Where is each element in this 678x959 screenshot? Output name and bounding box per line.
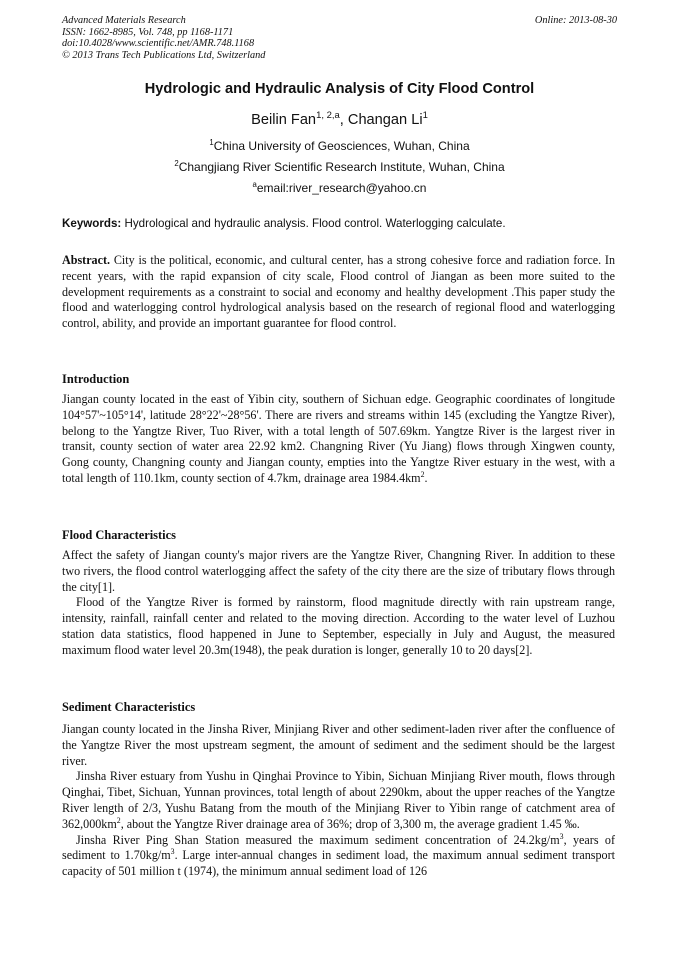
online-date: Online: 2013-08-30 <box>534 15 617 26</box>
paragraph-text: , about the Yangtze River drainage area of 36%; drop of 3,300 m, the average gradient 1.45 ‰. <box>120 816 580 831</box>
author-email <box>62 181 617 195</box>
author-name: Beilin Fan <box>251 112 317 128</box>
author-list <box>62 112 617 128</box>
superscript: 3 <box>559 831 564 841</box>
keywords-text: Hydrological and hydraulic analysis. Flood control. Waterlogging calculate. <box>121 217 506 230</box>
paper-title: Hydrologic and Hydraulic Analysis of City Flood Control <box>144 81 535 97</box>
paragraph-text: Jinsha River estuary from Yushu in Qinghai Province to Yibin, Sichuan Minjiang River mouth, flows through Qinghai, Tibet, Sichuan, Yunnan provinces, total length of about 2290km, about the upper reaches of the Yangtze River length of 2/3, Yushu Batang from the mouth of the Minjiang River to Yibin range of catchment area of 362,000km <box>62 769 615 831</box>
paragraph <box>62 833 615 880</box>
section-heading-flood: Flood Characteristics <box>62 528 176 542</box>
paragraph <box>62 769 615 832</box>
section-heading-sediment: Sediment Characteristics <box>62 700 196 714</box>
keywords <box>62 217 617 230</box>
author-separator: , <box>339 112 348 128</box>
introduction-text: Jiangan county located in the east of Yibin city, southern of Sichuan edge. Geographic coordinates of longitude 104°57'~105°14', latitude 28°22'~28°56'. There are rivers and streams within 145 (excluding the Yangtze River), belong to the Yangtze River, Tuo River, with a total length of 507.69km. Yangtze River is the largest river in transit, county section of water area 22.92 km2. Changning River (Yu Jiang) flows through Xingwen county, Gong county, Changning county and Jiangan county, empties into the Yangtze River estuary in the west, with a total length of 110.1km, county section of 4.7km, drainage area 1984.4km <box>62 392 615 485</box>
journal-name: Advanced Materials Research <box>62 15 186 26</box>
author-affiliation-mark: 1, 2,a <box>316 110 340 122</box>
abstract <box>62 253 615 332</box>
author-affiliation-mark: 1 <box>422 110 428 122</box>
flood-body <box>62 548 615 659</box>
sentence-end: . <box>424 470 428 485</box>
paragraph-text: , years of sediment to 1.70kg/m <box>62 832 615 863</box>
author-name: Changan Li <box>347 112 423 128</box>
paragraph-text: . Large inter-annual changes in sediment load, the maximum annual sediment transport capacity of 501 million t (1974), the minimum annual sediment load of 126 <box>62 848 615 879</box>
abstract-text: City is the political, economic, and cultural center, has a strong cohesive force and radiation force. In recent years, with the rapid expansion of city scale, Flood control of Jiangan as been more suited to the development requirements as a constraint to social and economy and healthy development .This paper study the flood and waterlogging control hydrological analysis based on the research of regional flood and waterlogging control, ability, and provide an important guarantee for flood control. <box>62 253 615 331</box>
superscript: 2 <box>420 469 425 479</box>
superscript: 2 <box>116 815 121 825</box>
paragraph: Affect the safety of Jiangan county's major rivers are the Yangtze River, Changning River. In addition to these two rivers, the flood control waterlogging affect the safety of the city there are the size of tributary flows through the city[1]. <box>62 548 615 594</box>
journal-header <box>62 15 617 61</box>
section-heading-introduction: Introduction <box>62 372 130 386</box>
copyright-line: © 2013 Trans Tech Publications Ltd, Switzerland <box>62 49 266 61</box>
issn-line: ISSN: 1662-8985, Vol. 748, pp 1168-1171 <box>62 26 234 38</box>
sediment-body <box>62 722 615 880</box>
doi-line[interactable]: doi:10.4028/www.scientific.net/AMR.748.1168 <box>62 38 255 50</box>
abstract-label: Abstract. <box>62 253 111 267</box>
affiliation-mark: a <box>252 180 257 189</box>
superscript: 3 <box>170 847 175 857</box>
paragraph-text: Jinsha River Ping Shan Station measured the maximum sediment concentration of 24.2kg/m <box>76 832 560 847</box>
email-text[interactable]: email:river_research@yahoo.cn <box>256 181 427 195</box>
affiliation-mark: 1 <box>209 138 214 147</box>
introduction-body <box>62 392 615 487</box>
affiliation <box>62 139 617 153</box>
affiliation-text: China University of Geosciences, Wuhan, China <box>213 139 470 153</box>
keywords-label: Keywords: <box>62 217 122 230</box>
affiliation-mark: 2 <box>174 159 179 168</box>
paragraph: Flood of the Yangtze River is formed by rainstorm, flood magnitude directly with rain upstream range, intensity, rainfall, rainfall center and related to the moving direction. According to the water level of Luzhou station data statistics, flood happened in June to September, especially in July and August, the measured maximum flood water level 20.3m(1948), the peak duration is longer, generally 10 to 20 days[2]. <box>62 595 615 657</box>
paragraph: Jiangan county located in the Jinsha River, Minjiang River and other sediment-laden river after the confluence of the Yangtze River the most upstream segment, the amount of sediment and the sediment should be the largest river. <box>62 722 615 768</box>
affiliation-text: Changjiang River Scientific Research Institute, Wuhan, China <box>178 160 505 174</box>
affiliation <box>62 160 617 174</box>
